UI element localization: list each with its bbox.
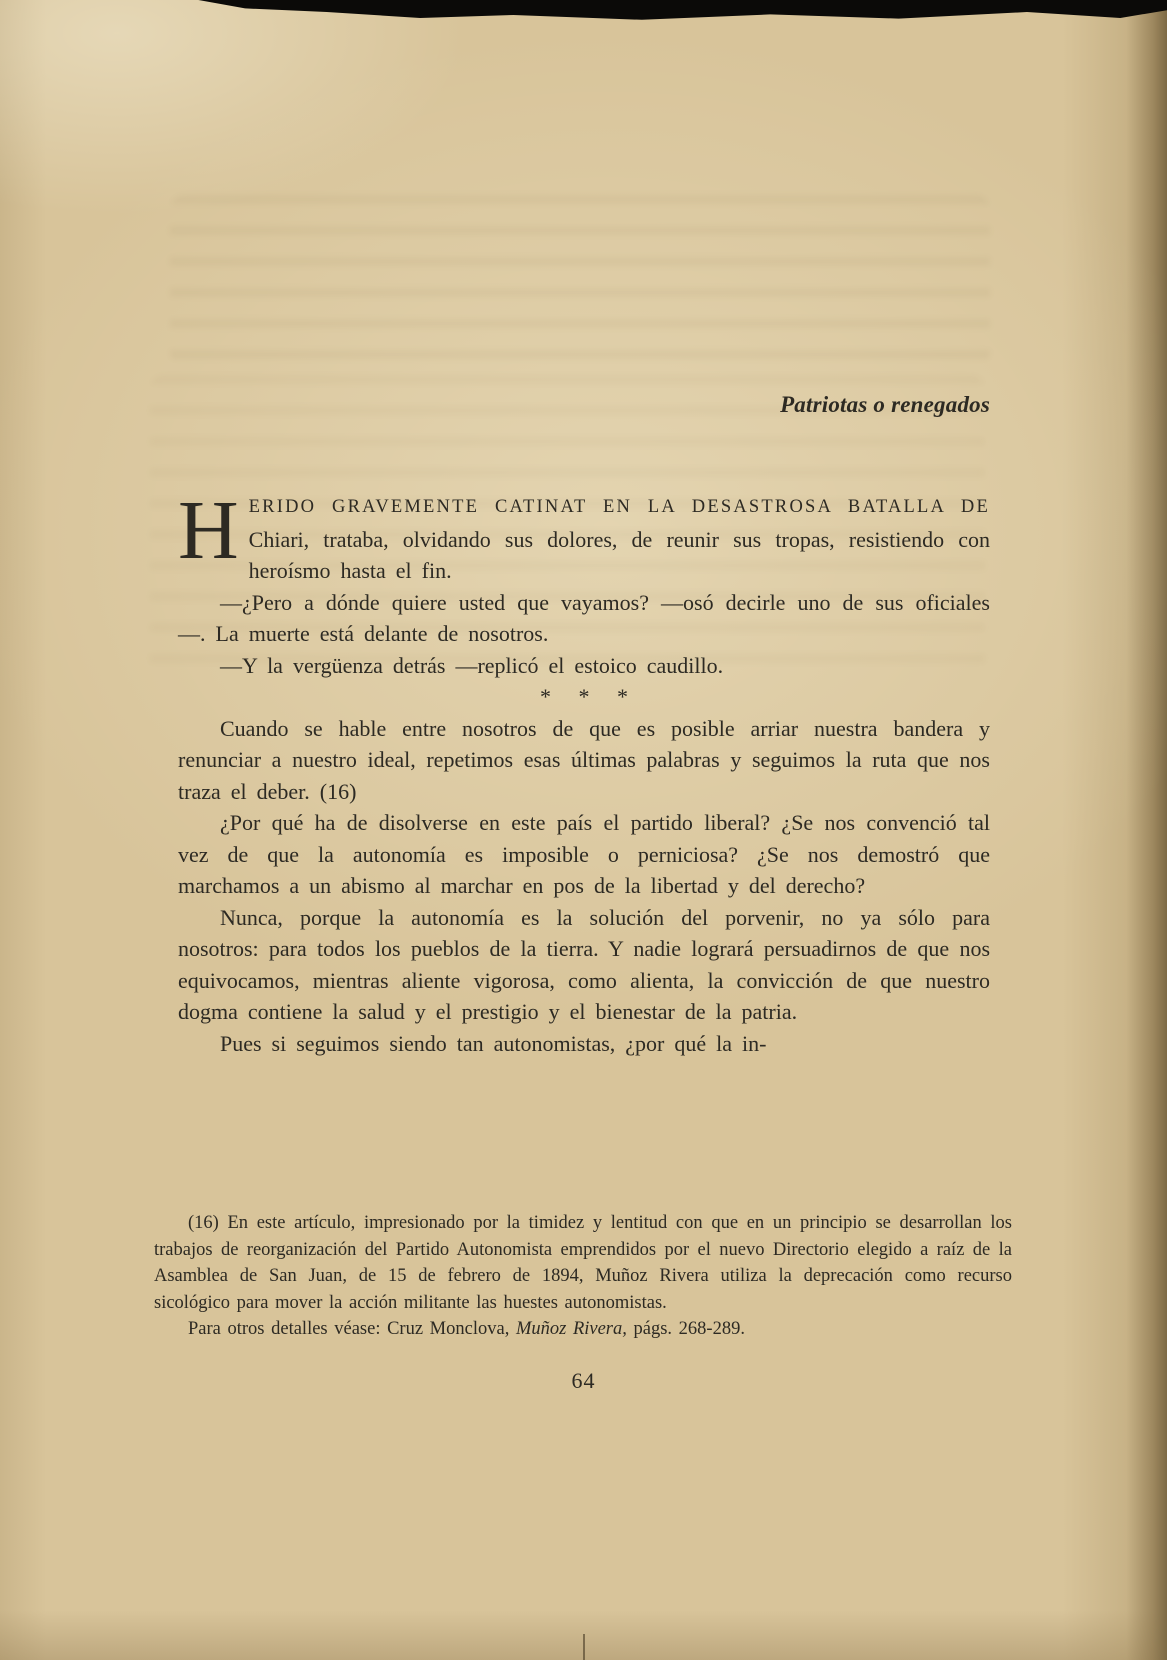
scan-crease-mark [583,1634,585,1660]
footnote-reference-prefix: Para otros detalles véase: Cruz Monclova, [188,1319,516,1339]
paper-bleedthrough-upper [170,195,990,365]
paragraph-5-continuation: Pues si seguimos siendo tan autonomistas, ¿por qué la in- [220,1030,767,1056]
footnote-block [154,1210,1012,1343]
paragraph-2: Cuando se hable entre nosotros de que es posible arriar nuestra bandera y renunciar a nuestro ideal, repetimos esas últimas palabras y seguimos la ruta que nos traza el deber. (16) [178,715,990,804]
footnote-reference [154,1316,1012,1343]
page-number: 64 [571,1368,596,1393]
dialog-line-1: —¿Pero a dónde quiere usted que vayamos? —osó decirle uno de sus oficiales—. La muerte está delante de nosotros. [178,589,990,646]
paragraph-4: Nunca, porque la autonomía es la solución del porvenir, no ya sólo para nosotros: para todos los pueblos de la tierra. Y nadie logrará persuadirnos de que nos equivocamos, mientras aliente vigorosa, como alienta, la convicción de que nuestro dogma contiene la salud y el prestigio y el bienestar de la patria. [178,904,990,1024]
opening-paragraph [178,484,990,587]
paragraph-3: ¿Por qué ha de disolverse en este país el partido liberal? ¿Se nos convenció tal vez de que la autonomía es imposible o perniciosa? ¿Se nos demostró que marchamos a un abismo al marchar en pos de la libertad y del derecho? [178,810,990,898]
dropcap-letter: H [178,484,239,577]
footnote-reference-book-title: Muñoz Rivera, [515,1319,627,1339]
dialog-line-2: —Y la vergüenza detrás —replicó el estoico caudillo. [220,652,724,678]
footnote-reference-pages: págs. 268-289. [626,1319,745,1339]
footnote-text: (16) En este artículo, impresionado por la timidez y lentitud con que en un principio se desarrollan los trabajos de reorganización del Partido Autonomista emprendidos por el nuevo Directorio elegido a raíz de la Asamblea de San Juan, de 15 de febrero de 1894, Muñoz Rivera utiliza la deprecación como recurso sicológico para mover la acción militante las huestes autonomistas. [154,1213,1012,1313]
asterisk-separator: * * * [540,684,628,709]
section-title: Patriotas o renegados [780,392,990,417]
main-text-block [178,484,990,1059]
opening-paragraph-text: Chiari, trataba, olvidando sus dolores, de reunir sus tropas, resistiendo con heroísmo hasta el fin. [248,526,990,583]
scan-dark-edge [0,0,1167,30]
opening-smallcaps-line: ERIDO GRAVEMENTE CATINAT EN LA DESASTROSA BATALLA DE [248,497,990,517]
